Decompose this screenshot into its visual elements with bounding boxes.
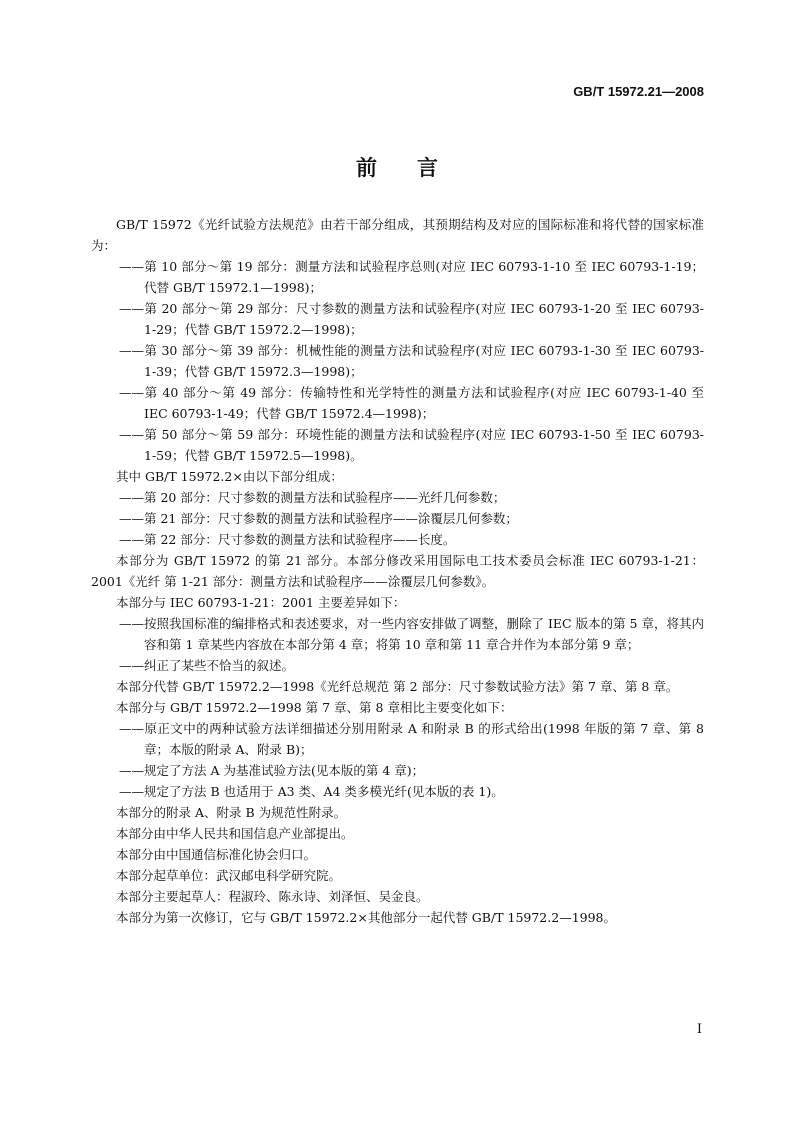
list-item: ——第 22 部分：尺寸参数的测量方法和试验程序——长度。 — [119, 532, 456, 547]
list-item: ——纠正了某些不恰当的叙述。 — [119, 658, 295, 673]
closing-paragraph: 本部分起草单位：武汉邮电科学研究院。 — [116, 868, 342, 883]
replaces-paragraph: 本部分代替 GB/T 15972.2—1998《光纤总规范 第 2 部分：尺寸参数试验方法》第 7 章、第 8 章。 — [116, 679, 679, 694]
list-item: ——第 20 部分：尺寸参数的测量方法和试验程序——光纤几何参数； — [119, 490, 506, 505]
foreword-body — [91, 214, 704, 928]
standard-code: GB/T 15972.21—2008 — [573, 84, 704, 99]
list-item: ——第 20 部分～第 29 部分：尺寸参数的测量方法和试验程序(对应 IEC 60793-1-20 至 IEC 60793-1-29；代替 GB/T 15972.2—1998)； — [119, 301, 704, 337]
list-item: ——规定了方法 B 也适用于 A3 类、A4 类多模光纤(见本版的表 1)。 — [119, 784, 504, 799]
intro-paragraph: GB/T 15972《光纤试验方法规范》由若干部分组成，其预期结构及对应的国际标准和将代替的国家标准为： — [91, 217, 704, 253]
page-number: I — [696, 1022, 702, 1037]
list-item: ——按照我国标准的编排格式和表述要求，对一些内容安排做了调整，删除了 IEC 版本的第 5 章，将其内容和第 1 章某些内容放在本部分第 4 章；将第 10 章和第 11 章合并作为本部分第 9 章； — [119, 616, 704, 652]
list-item: ——原正文中的两种试验方法详细描述分别用附录 A 和附录 B 的形式给出(1998 年版的第 7 章、第 8 章；本版的附录 A、附录 B)； — [119, 721, 704, 757]
page-title: 前言 — [356, 155, 478, 180]
closing-paragraph: 本部分主要起草人：程淑玲、陈永诗、刘泽恒、吴金良。 — [116, 889, 429, 904]
closing-paragraph: 本部分由中国通信标准化协会归口。 — [116, 847, 317, 862]
list-item: ——第 21 部分：尺寸参数的测量方法和试验程序——涂覆层几何参数； — [119, 511, 518, 526]
list-item: ——第 30 部分～第 39 部分：机械性能的测量方法和试验程序(对应 IEC 60793-1-30 至 IEC 60793-1-39；代替 GB/T 15972.3—1998)； — [119, 343, 704, 379]
closing-paragraph: 本部分的附录 A、附录 B 为规范性附录。 — [116, 805, 347, 820]
adoption-paragraph: 本部分为 GB/T 15972 的第 21 部分。本部分修改采用国际电工技术委员会标准 IEC 60793-1-21：2001《光纤 第 1-21 部分：测量方法和试验程序——涂覆层几何参数》。 — [91, 553, 704, 589]
changes-intro: 本部分与 GB/T 15972.2—1998 第 7 章、第 8 章相比主要变化如下： — [116, 700, 513, 715]
list-item: ——第 10 部分～第 19 部分：测量方法和试验程序总则(对应 IEC 60793-1-10 至 IEC 60793-1-19；代替 GB/T 15972.1—1998)； — [119, 259, 704, 295]
closing-paragraph: 本部分由中华人民共和国信息产业部提出。 — [116, 826, 354, 841]
sub-intro-paragraph: 其中 GB/T 15972.2×由以下部分组成： — [116, 469, 343, 484]
closing-paragraph: 本部分为第一次修订，它与 GB/T 15972.2×其他部分一起代替 GB/T 15972.2—1998。 — [116, 910, 617, 925]
list-item: ——第 50 部分～第 59 部分：环境性能的测量方法和试验程序(对应 IEC 60793-1-50 至 IEC 60793-1-59；代替 GB/T 15972.5—1998)。 — [119, 427, 704, 463]
list-item: ——规定了方法 A 为基准试验方法(见本版的第 4 章)； — [119, 763, 425, 778]
list-item: ——第 40 部分～第 49 部分：传输特性和光学特性的测量方法和试验程序(对应 IEC 60793-1-40 至 IEC 60793-1-49；代替 GB/T 15972.4—1998)； — [119, 385, 704, 421]
differences-intro: 本部分与 IEC 60793-1-21：2001 主要差异如下： — [116, 595, 406, 610]
